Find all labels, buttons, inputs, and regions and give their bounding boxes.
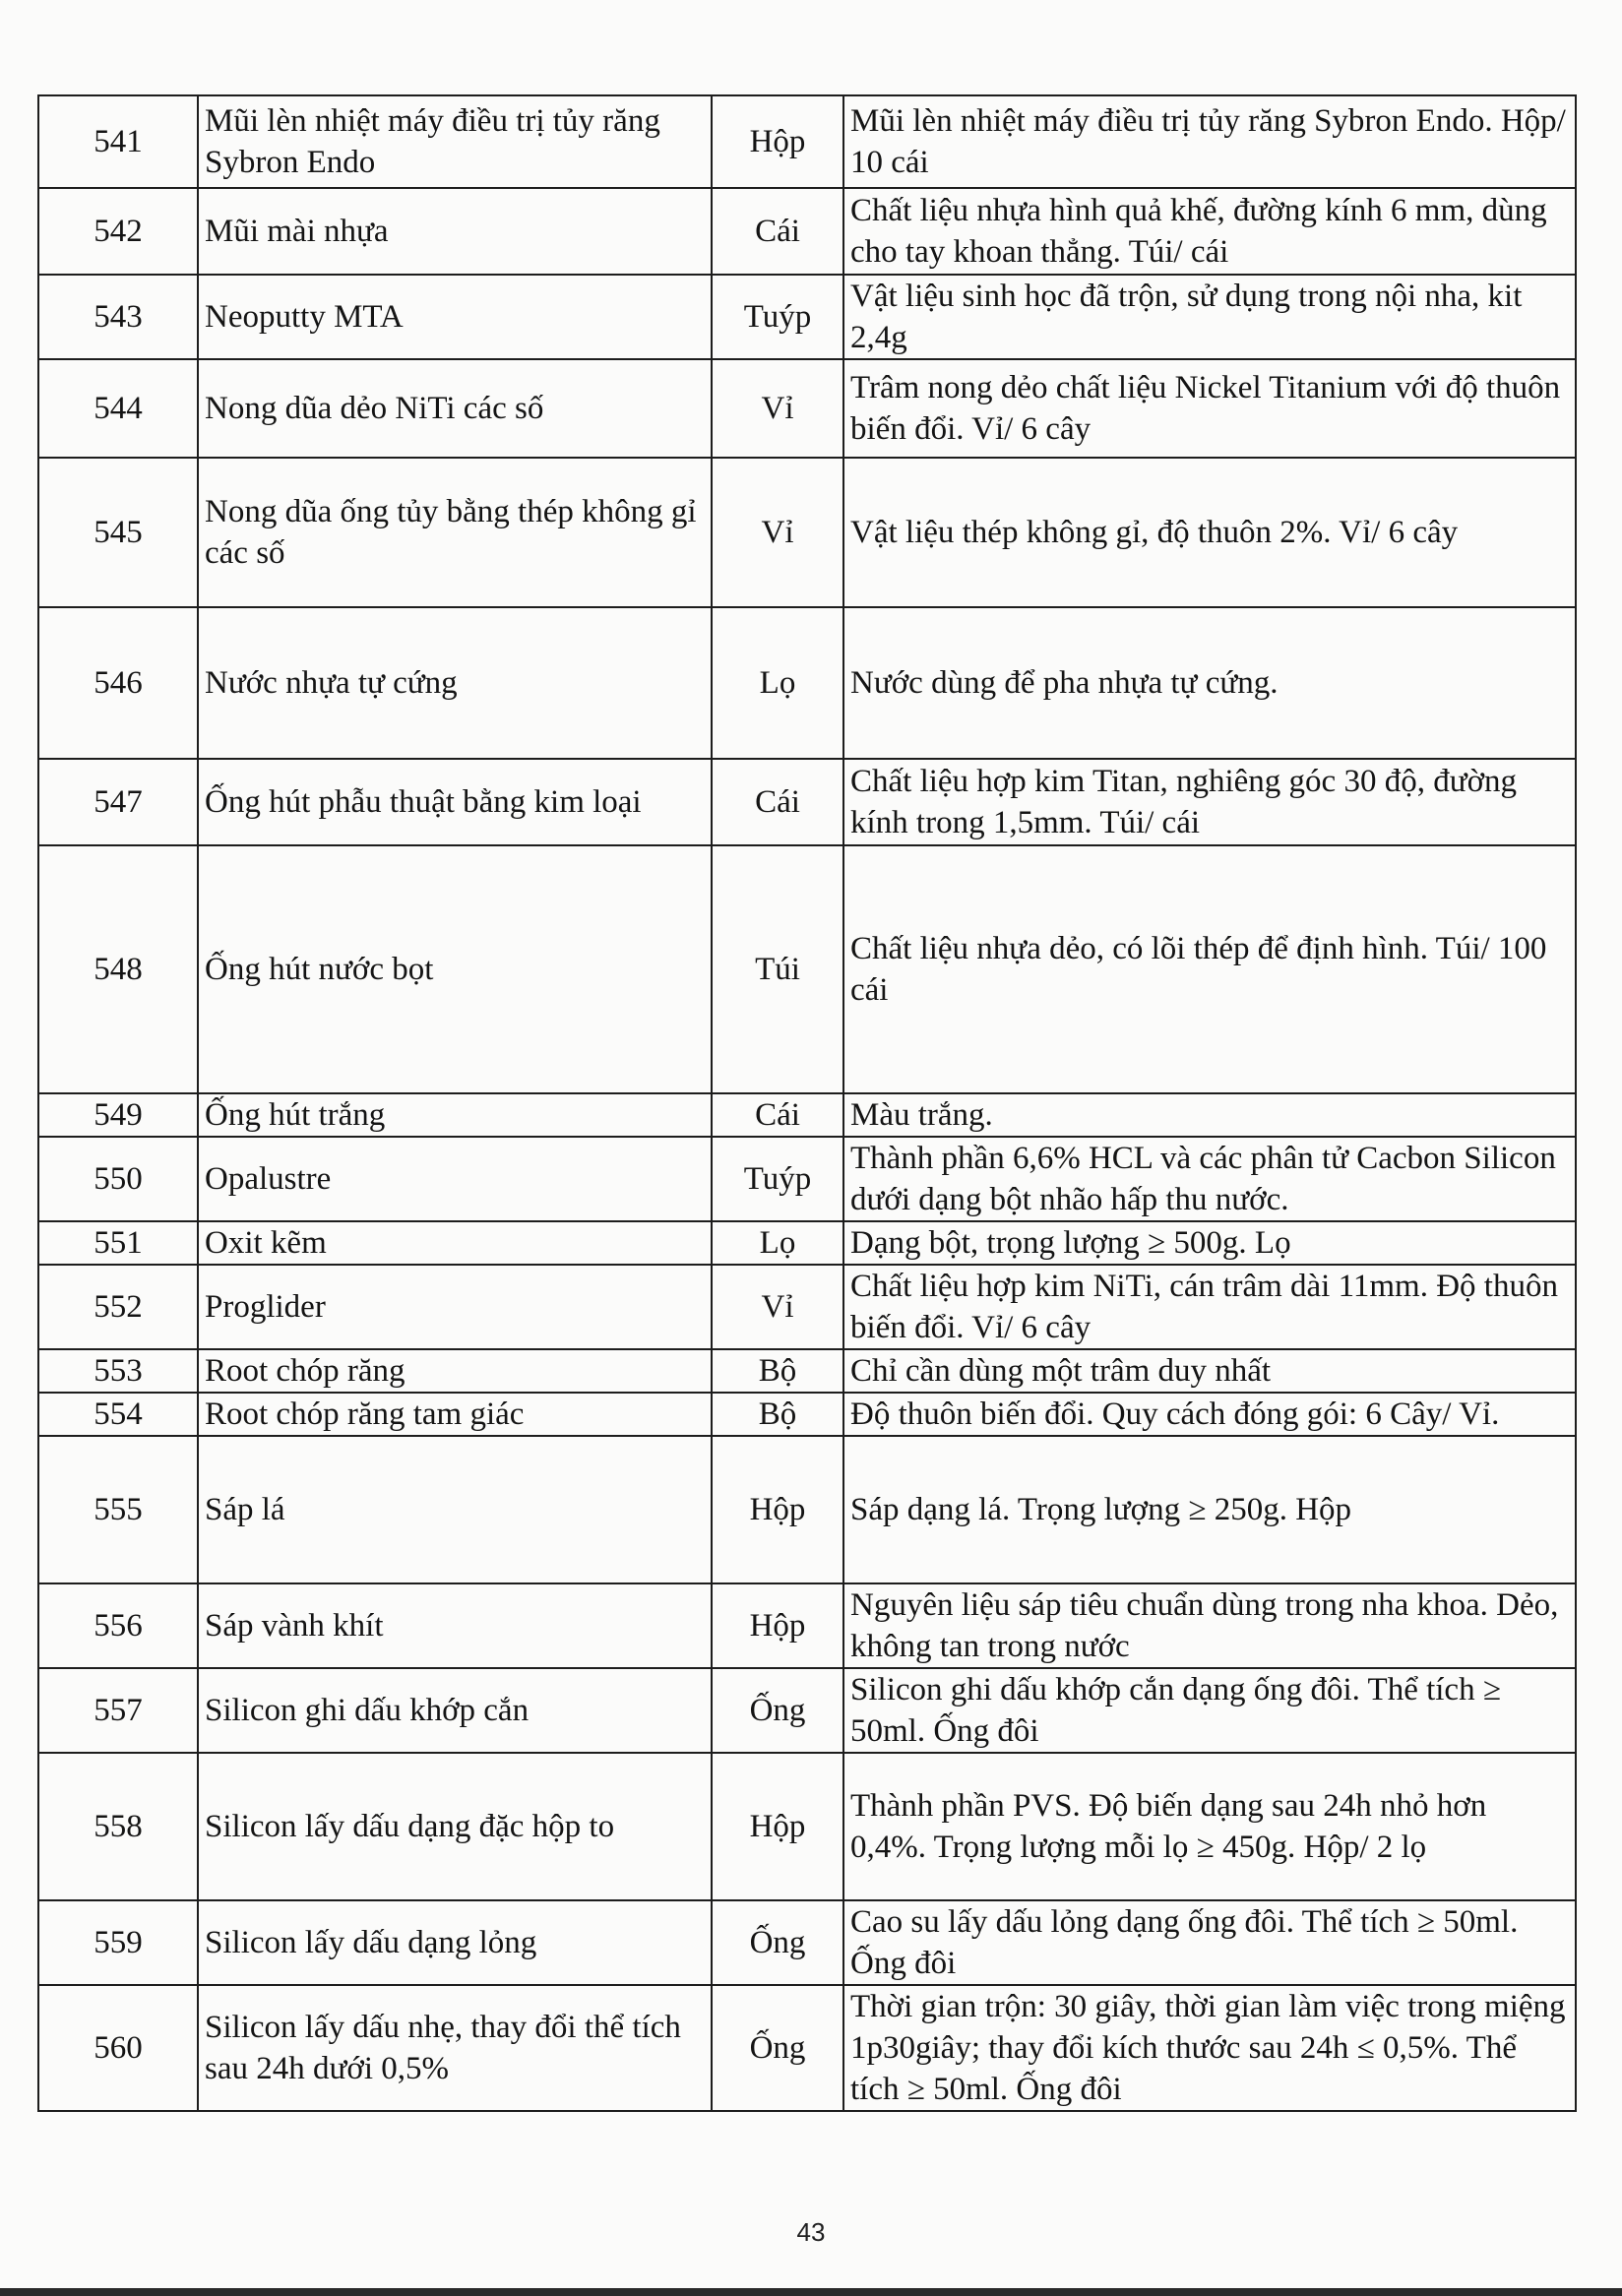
table-row [38,95,1576,188]
row-number: 549 [38,1093,198,1137]
page-number: 43 [796,2217,826,2247]
row-number: 552 [38,1265,198,1349]
item-name: Ống hút trắng [198,1093,712,1137]
table-row [38,1985,1576,2111]
row-number: 550 [38,1137,198,1221]
item-name: Ống hút nước bọt [198,845,712,1093]
table-row [38,359,1576,458]
table-row [38,1900,1576,1985]
item-description: Vật liệu thép không gỉ, độ thuôn 2%. Vỉ/ 6 cây [843,458,1576,607]
table-row [38,1221,1576,1265]
item-description: Chất liệu nhựa hình quả khế, đường kính 6 mm, dùng cho tay khoan thẳng. Túi/ cái [843,188,1576,275]
table-row [38,1349,1576,1393]
table-row [38,1137,1576,1221]
row-number: 556 [38,1583,198,1668]
item-description: Nước dùng để pha nhựa tự cứng. [843,607,1576,759]
table-row [38,275,1576,359]
item-description: Trâm nong dẻo chất liệu Nickel Titanium với độ thuôn biến đổi. Vỉ/ 6 cây [843,359,1576,458]
table-row [38,1753,1576,1900]
item-unit: Vỉ [712,359,843,458]
item-description: Chỉ cần dùng một trâm duy nhất [843,1349,1576,1393]
item-name: Nước nhựa tự cứng [198,607,712,759]
scan-edge [0,2288,1622,2296]
table-row [38,458,1576,607]
item-description: Dạng bột, trọng lượng ≥ 500g. Lọ [843,1221,1576,1265]
item-name: Ống hút phẫu thuật bằng kim loại [198,759,712,845]
table-row [38,188,1576,275]
item-unit: Cái [712,1093,843,1137]
item-description: Vật liệu sinh học đã trộn, sử dụng trong nội nha, kit 2,4g [843,275,1576,359]
item-unit: Hộp [712,95,843,188]
item-description: Silicon ghi dấu khớp cắn dạng ống đôi. Thể tích ≥ 50ml. Ống đôi [843,1668,1576,1753]
item-name: Sáp lá [198,1436,712,1583]
table-row [38,1265,1576,1349]
item-name: Root chóp răng tam giác [198,1393,712,1436]
item-unit: Hộp [712,1753,843,1900]
item-description: Cao su lấy dấu lỏng dạng ống đôi. Thể tích ≥ 50ml. Ống đôi [843,1900,1576,1985]
table-row [38,1393,1576,1436]
item-unit: Ống [712,1900,843,1985]
row-number: 553 [38,1349,198,1393]
item-unit: Hộp [712,1583,843,1668]
row-number: 541 [38,95,198,188]
table-row [38,1093,1576,1137]
item-description: Thời gian trộn: 30 giây, thời gian làm việc trong miệng 1p30giây; thay đổi kích thước sau 24h ≤ 0,5%. Thể tích ≥ 50ml. Ống đôi [843,1985,1576,2111]
item-unit: Lọ [712,607,843,759]
item-description: Độ thuôn biến đổi. Quy cách đóng gói: 6 Cây/ Vỉ. [843,1393,1576,1436]
row-number: 545 [38,458,198,607]
table-row [38,1668,1576,1753]
item-unit: Bộ [712,1393,843,1436]
item-description: Chất liệu hợp kim NiTi, cán trâm dài 11mm. Độ thuôn biến đổi. Vỉ/ 6 cây [843,1265,1576,1349]
item-unit: Hộp [712,1436,843,1583]
row-number: 554 [38,1393,198,1436]
row-number: 560 [38,1985,198,2111]
item-name: Nong dũa dẻo NiTi các số [198,359,712,458]
item-name: Proglider [198,1265,712,1349]
item-description: Sáp dạng lá. Trọng lượng ≥ 250g. Hộp [843,1436,1576,1583]
row-number: 547 [38,759,198,845]
item-name: Silicon ghi dấu khớp cắn [198,1668,712,1753]
item-name: Nong dũa ống tủy bằng thép không gỉ các số [198,458,712,607]
table-row [38,1436,1576,1583]
item-unit: Lọ [712,1221,843,1265]
row-number: 555 [38,1436,198,1583]
item-description: Thành phần PVS. Độ biến dạng sau 24h nhỏ hơn 0,4%. Trọng lượng mỗi lọ ≥ 450g. Hộp/ 2 lọ [843,1753,1576,1900]
item-name: Opalustre [198,1137,712,1221]
item-name: Neoputty MTA [198,275,712,359]
item-unit: Tuýp [712,275,843,359]
item-description: Chất liệu hợp kim Titan, nghiêng góc 30 độ, đường kính trong 1,5mm. Túi/ cái [843,759,1576,845]
item-name: Silicon lấy dấu dạng đặc hộp to [198,1753,712,1900]
row-number: 557 [38,1668,198,1753]
table-row [38,607,1576,759]
row-number: 559 [38,1900,198,1985]
item-unit: Túi [712,845,843,1093]
item-description: Mũi lèn nhiệt máy điều trị tủy răng Sybron Endo. Hộp/ 10 cái [843,95,1576,188]
row-number: 558 [38,1753,198,1900]
item-unit: Vỉ [712,458,843,607]
item-name: Oxit kẽm [198,1221,712,1265]
item-name: Root chóp răng [198,1349,712,1393]
item-description: Nguyên liệu sáp tiêu chuẩn dùng trong nha khoa. Dẻo, không tan trong nước [843,1583,1576,1668]
row-number: 543 [38,275,198,359]
item-unit: Ống [712,1985,843,2111]
item-name: Mũi mài nhựa [198,188,712,275]
supplies-table [37,94,1577,2112]
table-row [38,1583,1576,1668]
item-unit: Ống [712,1668,843,1753]
item-description: Chất liệu nhựa dẻo, có lõi thép để định hình. Túi/ 100 cái [843,845,1576,1093]
item-unit: Cái [712,759,843,845]
item-name: Silicon lấy dấu dạng lỏng [198,1900,712,1985]
row-number: 551 [38,1221,198,1265]
table-body [38,95,1576,2111]
row-number: 548 [38,845,198,1093]
item-unit: Tuýp [712,1137,843,1221]
item-name: Sáp vành khít [198,1583,712,1668]
row-number: 542 [38,188,198,275]
item-unit: Vỉ [712,1265,843,1349]
row-number: 546 [38,607,198,759]
item-description: Màu trắng. [843,1093,1576,1137]
table-row [38,845,1576,1093]
item-unit: Cái [712,188,843,275]
table-row [38,759,1576,845]
row-number: 544 [38,359,198,458]
item-description: Thành phần 6,6% HCL và các phân tử Cacbon Silicon dưới dạng bột nhão hấp thu nước. [843,1137,1576,1221]
item-unit: Bộ [712,1349,843,1393]
item-name: Mũi lèn nhiệt máy điều trị tủy răng Sybron Endo [198,95,712,188]
item-name: Silicon lấy dấu nhẹ, thay đổi thể tích sau 24h dưới 0,5% [198,1985,712,2111]
